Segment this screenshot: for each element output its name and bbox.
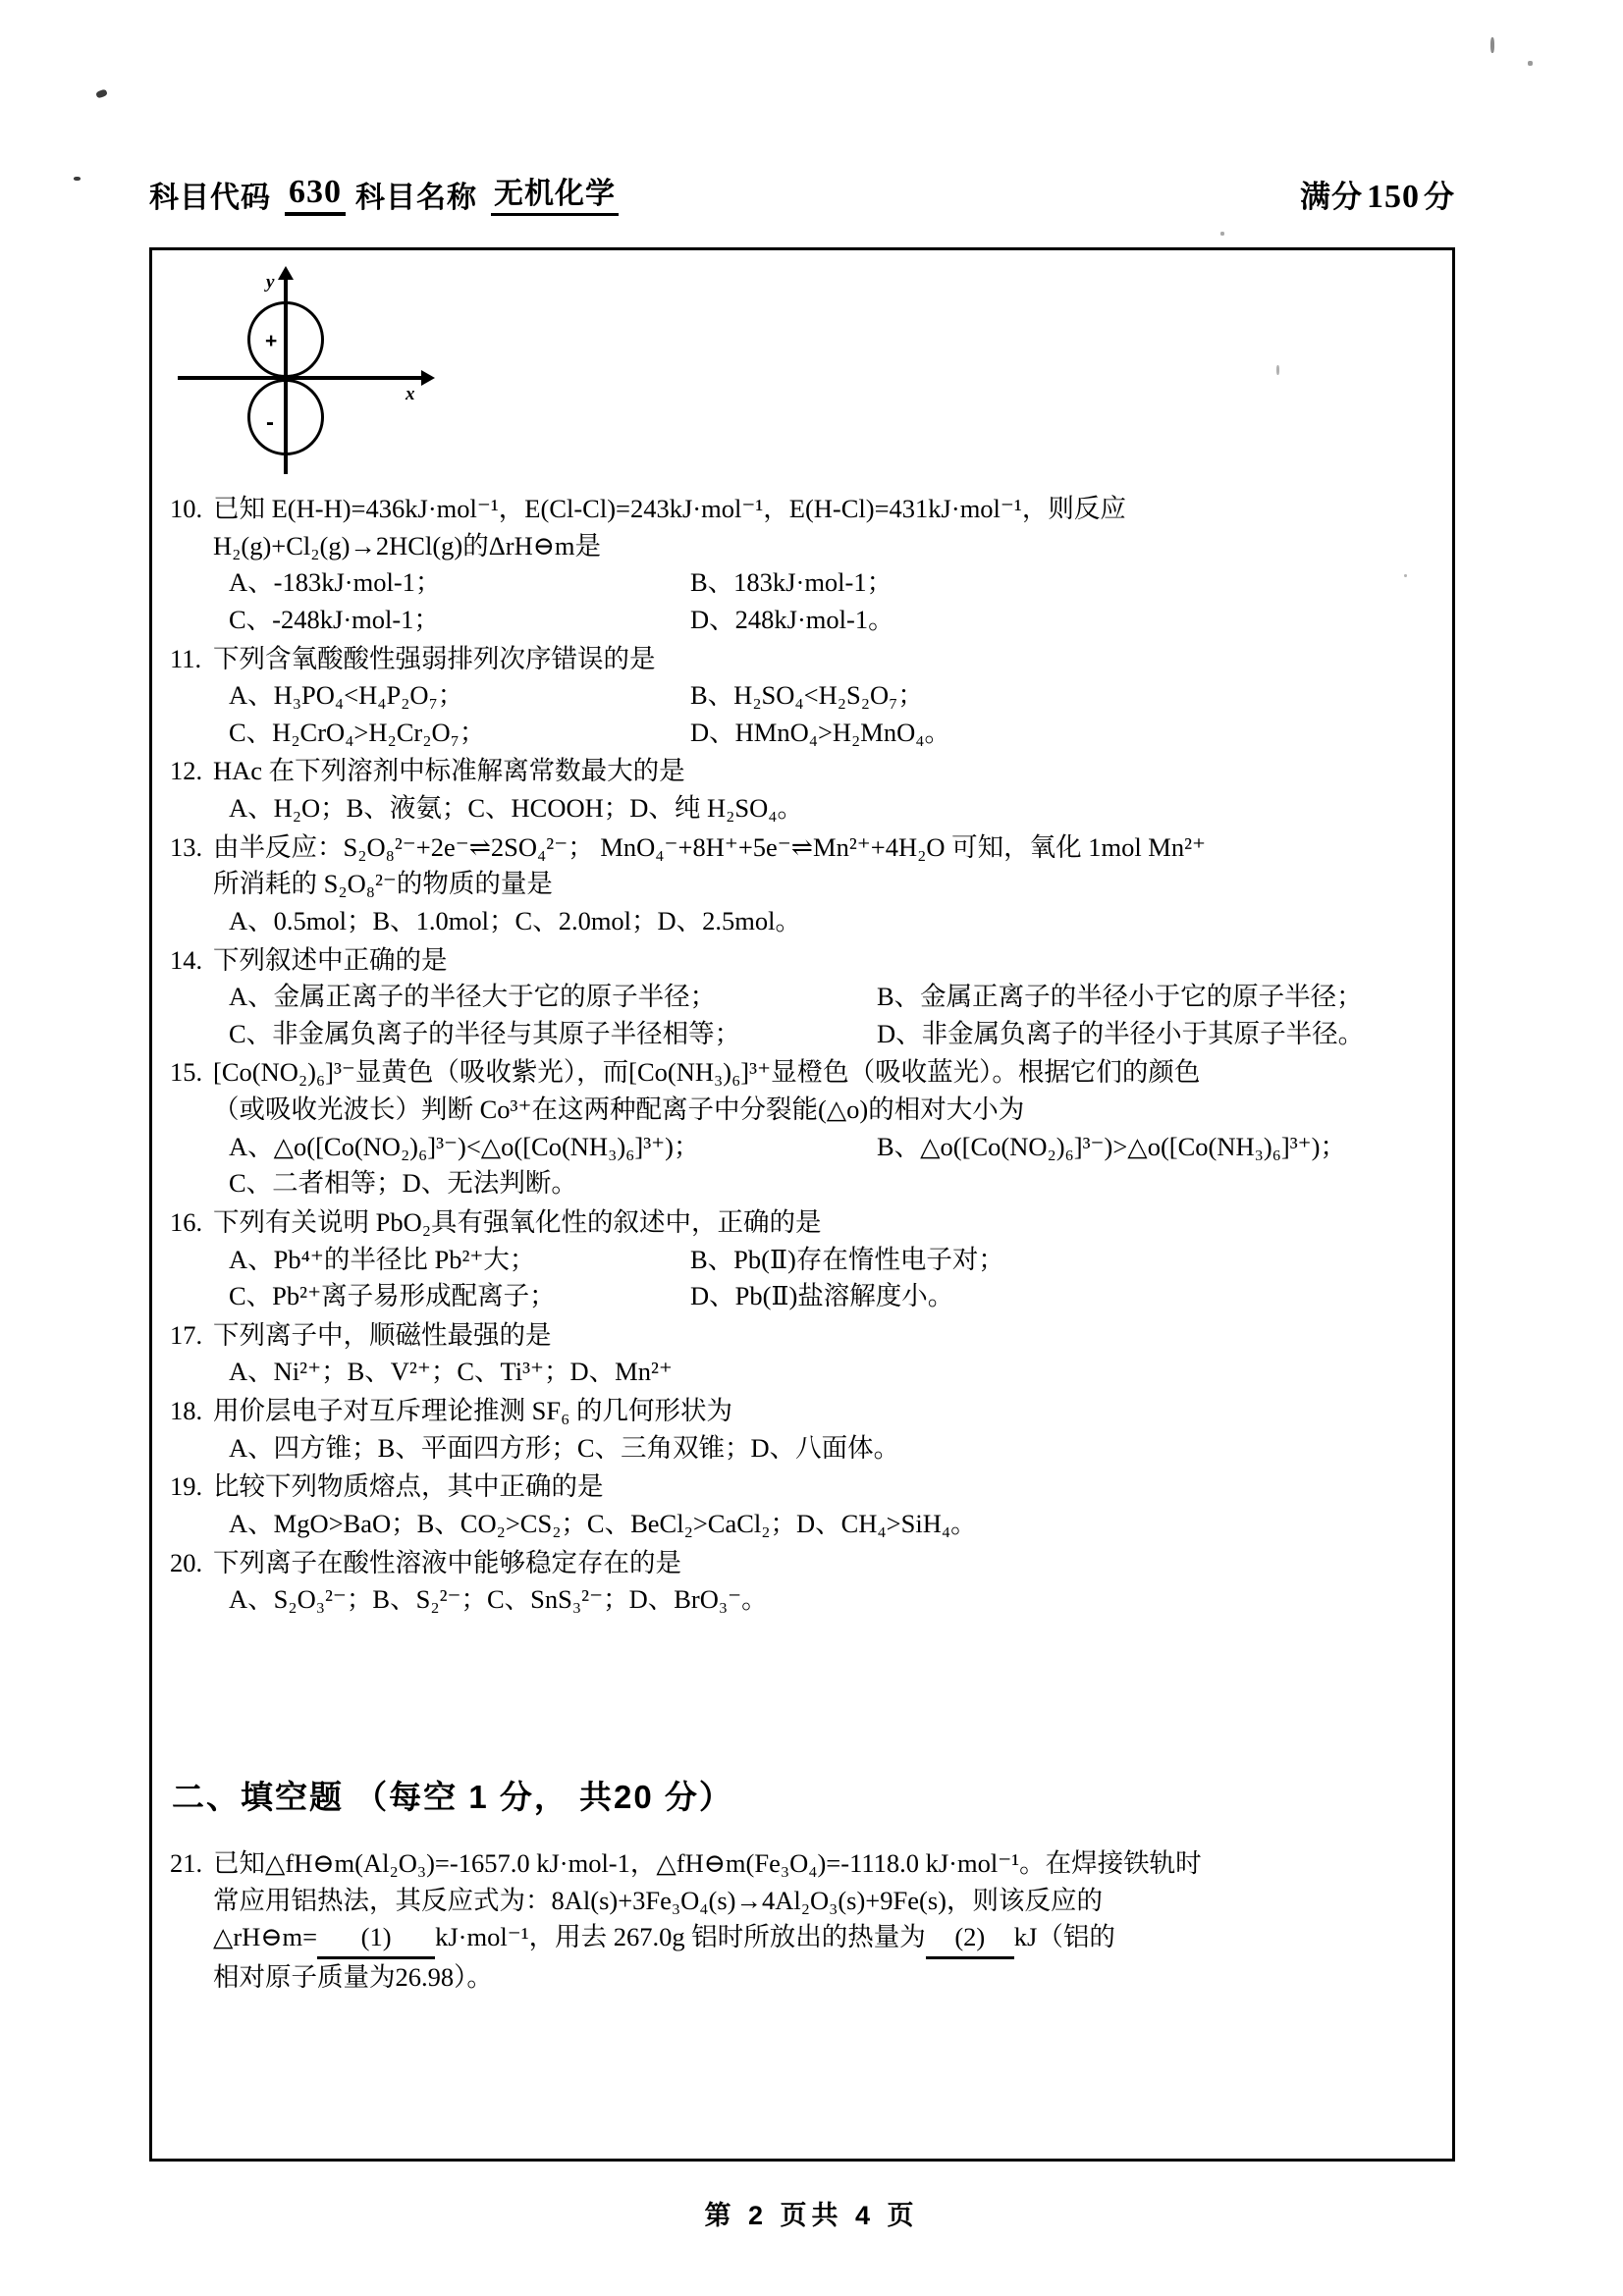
question-text: HAc 在下列溶剂中标准解离常数最大的是 bbox=[213, 756, 685, 786]
option-row-inline[interactable]: A、Ni²⁺；B、V²⁺；C、Ti³⁺；D、Mn²⁺ bbox=[229, 1357, 673, 1387]
delta-h-label: △rH⊖m= bbox=[213, 1922, 318, 1952]
option-cd[interactable]: C、二者相等；D、无法判断。 bbox=[229, 1168, 577, 1199]
option-d[interactable]: D、HMnO₄>H₂MnO₄。 bbox=[690, 717, 950, 747]
option-group bbox=[170, 903, 1431, 940]
option-group bbox=[170, 1430, 1431, 1468]
subject-name-label: 科目名称 bbox=[355, 182, 477, 214]
option-c[interactable]: C、非金属负离子的半径与其原子半径相等； bbox=[229, 1018, 741, 1048]
option-a[interactable]: A、Pb⁴⁺的半径比 Pb²⁺大； bbox=[229, 1244, 536, 1274]
option-group bbox=[170, 979, 1431, 1052]
question-text: 用价层电子对互斥理论推测 SF₆ 的几何形状为 bbox=[213, 1396, 732, 1425]
x-axis-arrow-icon bbox=[421, 370, 435, 386]
question-21 bbox=[152, 1845, 1452, 1999]
question-15 bbox=[170, 1054, 1431, 1202]
question-text: 下列叙述中正确的是 bbox=[213, 944, 448, 975]
orbital-sign-minus: - bbox=[266, 409, 274, 436]
subject-name-value: 无机化学 bbox=[491, 169, 619, 216]
option-d[interactable]: D、Pb(Ⅱ)盐溶解度小。 bbox=[690, 1281, 954, 1311]
question-number: 13. bbox=[170, 831, 203, 862]
exam-content-frame bbox=[149, 247, 1455, 2162]
question-18 bbox=[170, 1393, 1431, 1467]
option-group bbox=[170, 1506, 1431, 1543]
question-text: 下列有关说明 PbO₂具有强氧化性的叙述中，正确的是 bbox=[213, 1206, 822, 1237]
full-score bbox=[1300, 172, 1455, 216]
question-19 bbox=[170, 1468, 1431, 1542]
scan-speckle bbox=[1528, 61, 1533, 66]
orbital-lobe-lower bbox=[247, 379, 324, 455]
option-b[interactable]: B、183kJ·mol-1； bbox=[690, 567, 893, 598]
question-14 bbox=[170, 942, 1431, 1053]
question-16 bbox=[170, 1204, 1431, 1315]
question-12 bbox=[170, 753, 1431, 827]
option-b[interactable]: B、H₂SO₄<H₂S₂O₇； bbox=[690, 680, 924, 711]
question-number: 12. bbox=[170, 756, 203, 786]
x-axis-line bbox=[178, 376, 423, 380]
question-text: 已知 E(H-H)=436kJ·mol⁻¹，E(Cl-Cl)=243kJ·mol⁻¹，E(H-Cl)=431kJ·mol⁻¹，则反应 bbox=[213, 494, 1126, 523]
question-number: 21. bbox=[170, 1848, 203, 1878]
question-text: 下列离子在酸性溶液中能够稳定存在的是 bbox=[213, 1547, 681, 1577]
question-number: 14. bbox=[170, 944, 203, 975]
page-footer: 第 2 页共 4 页 bbox=[704, 2201, 919, 2230]
question-text-cont: 所消耗的 S₂O₈²⁻的物质的量是 bbox=[213, 869, 553, 899]
question-text: [Co(NO₂)₆]³⁻显黄色（吸收紫光），而[Co(NH₃)₆]³⁺显橙色（吸收蓝光）。根据它们的颜色 bbox=[213, 1057, 1201, 1088]
subject-code-label: 科目代码 bbox=[149, 182, 271, 214]
full-score-value: 150 bbox=[1367, 179, 1420, 215]
question-text-cont: 常应用铝热法，其反应式为：8Al(s)+3Fe₃O₄(s)→4Al₂O₃(s)+9Fe(s)，则该反应的 bbox=[213, 1885, 1103, 1915]
option-row-inline[interactable]: A、四方锥；B、平面四方形；C、三角双锥；D、八面体。 bbox=[229, 1432, 900, 1463]
question-number: 18. bbox=[170, 1396, 203, 1425]
question-text: 比较下列物质熔点，其中正确的是 bbox=[213, 1471, 604, 1502]
option-a[interactable]: A、H₃PO₄<H₄P₂O₇； bbox=[229, 680, 464, 711]
question-text: 下列离子中，顺磁性最强的是 bbox=[213, 1319, 552, 1350]
option-b[interactable]: B、金属正离子的半径小于它的原子半径； bbox=[877, 982, 1363, 1012]
option-group bbox=[170, 1354, 1431, 1391]
y-axis-label: y bbox=[266, 272, 275, 293]
option-a[interactable]: A、△o([Co(NO₂)₆]³⁻)<△o([Co(NH₃)₆]³⁺)； bbox=[229, 1131, 700, 1161]
option-a[interactable]: A、金属正离子的半径大于它的原子半径； bbox=[229, 982, 717, 1012]
question-text: 由半反应：S₂O₈²⁻+2e⁻⇌2SO₄²⁻； MnO₄⁻+8H⁺+5e⁻⇌Mn²⁺+4H₂O 可知，氧化 1mol Mn²⁺ bbox=[213, 831, 1207, 862]
full-score-unit: 分 bbox=[1424, 180, 1455, 214]
option-d[interactable]: D、非金属负离子的半径小于其原子半径。 bbox=[877, 1018, 1365, 1048]
scan-speckle bbox=[1490, 37, 1494, 53]
question-11 bbox=[170, 641, 1431, 752]
y-axis-arrow-icon bbox=[278, 266, 294, 280]
orbital-lobe-upper bbox=[247, 301, 324, 378]
question-number: 20. bbox=[170, 1547, 203, 1577]
question-10 bbox=[170, 491, 1431, 639]
scan-speckle bbox=[95, 88, 108, 98]
unit-text-1: kJ·mol⁻¹，用去 267.0g 铝时所放出的热量为 bbox=[435, 1922, 926, 1952]
question-number: 19. bbox=[170, 1471, 203, 1502]
option-b[interactable]: B、Pb(Ⅱ)存在惰性电子对； bbox=[690, 1244, 1004, 1274]
option-row-inline[interactable]: A、S₂O₃²⁻；B、S₂²⁻；C、SnS₃²⁻；D、BrO₃⁻。 bbox=[229, 1584, 768, 1615]
option-c[interactable]: C、H₂CrO₄>H₂Cr₂O₇； bbox=[229, 717, 486, 747]
option-group bbox=[170, 790, 1431, 828]
question-13 bbox=[170, 829, 1431, 940]
exam-header bbox=[149, 169, 1455, 216]
option-c[interactable]: C、Pb²⁺离子易形成配离子； bbox=[229, 1281, 556, 1311]
option-group bbox=[170, 1581, 1431, 1619]
question-text: 已知△fH⊖m(Al₂O₃)=-1657.0 kJ·mol-1，△fH⊖m(Fe₃O₄)=-1118.0 kJ·mol⁻¹。在焊接铁轨时 bbox=[213, 1848, 1202, 1878]
option-group bbox=[170, 564, 1431, 638]
full-score-label: 满分 bbox=[1300, 180, 1363, 214]
question-text: 下列含氧酸酸性强弱排列次序错误的是 bbox=[213, 643, 656, 673]
question-text-cont: 相对原子质量为26.98）。 bbox=[213, 1961, 493, 1992]
orbital-sign-plus: + bbox=[265, 330, 278, 352]
unit-text-2: kJ（铝的 bbox=[1013, 1922, 1115, 1952]
question-text-cont: （或吸收光波长）判断 Co³⁺在这两种配离子中分裂能(△o)的相对大小为 bbox=[213, 1095, 1025, 1124]
option-b[interactable]: B、△o([Co(NO₂)₆]³⁻)>△o([Co(NH₃)₆]³⁺)； bbox=[877, 1131, 1346, 1161]
question-text-cont: H₂(g)+Cl₂(g)→2HCl(g)的ΔrH⊖m是 bbox=[213, 530, 602, 561]
option-c[interactable]: C、-248kJ·mol-1； bbox=[229, 604, 440, 634]
question-list bbox=[152, 491, 1452, 1621]
option-row-inline[interactable]: A、0.5mol；B、1.0mol；C、2.0mol；D、2.5mol。 bbox=[229, 905, 802, 935]
option-group bbox=[170, 677, 1431, 751]
option-row-inline[interactable]: A、MgO>BaO；B、CO₂>CS₂；C、BeCl₂>CaCl₂；D、CH₄>SiH₄。 bbox=[229, 1508, 977, 1538]
option-group bbox=[170, 1242, 1431, 1315]
question-17 bbox=[170, 1317, 1431, 1391]
option-row-inline[interactable]: A、H₂O；B、液氨；C、HCOOH；D、纯 H₂SO₄。 bbox=[229, 793, 803, 823]
answer-blank-2[interactable]: (2) bbox=[926, 1919, 1014, 1959]
question-number: 17. bbox=[170, 1319, 203, 1350]
question-number: 15. bbox=[170, 1057, 203, 1088]
question-number: 10. bbox=[170, 494, 203, 523]
option-a[interactable]: A、-183kJ·mol-1； bbox=[229, 567, 442, 598]
p-orbital-diagram bbox=[172, 268, 466, 479]
section-2-heading: 二、填空题 （每空 1 分， 共20 分） bbox=[172, 1779, 733, 1815]
x-axis-label: x bbox=[406, 384, 415, 404]
answer-blank-1[interactable]: (1) bbox=[317, 1919, 435, 1959]
scan-speckle bbox=[1220, 232, 1224, 236]
question-number: 11. bbox=[170, 643, 202, 673]
question-20 bbox=[170, 1545, 1431, 1619]
question-number: 16. bbox=[170, 1206, 203, 1237]
option-d[interactable]: D、248kJ·mol-1。 bbox=[690, 604, 894, 634]
option-group bbox=[170, 1129, 1431, 1202]
scan-speckle bbox=[74, 177, 81, 181]
question-text-blanks bbox=[170, 1919, 1431, 1959]
subject-code-value: 630 bbox=[285, 174, 346, 216]
